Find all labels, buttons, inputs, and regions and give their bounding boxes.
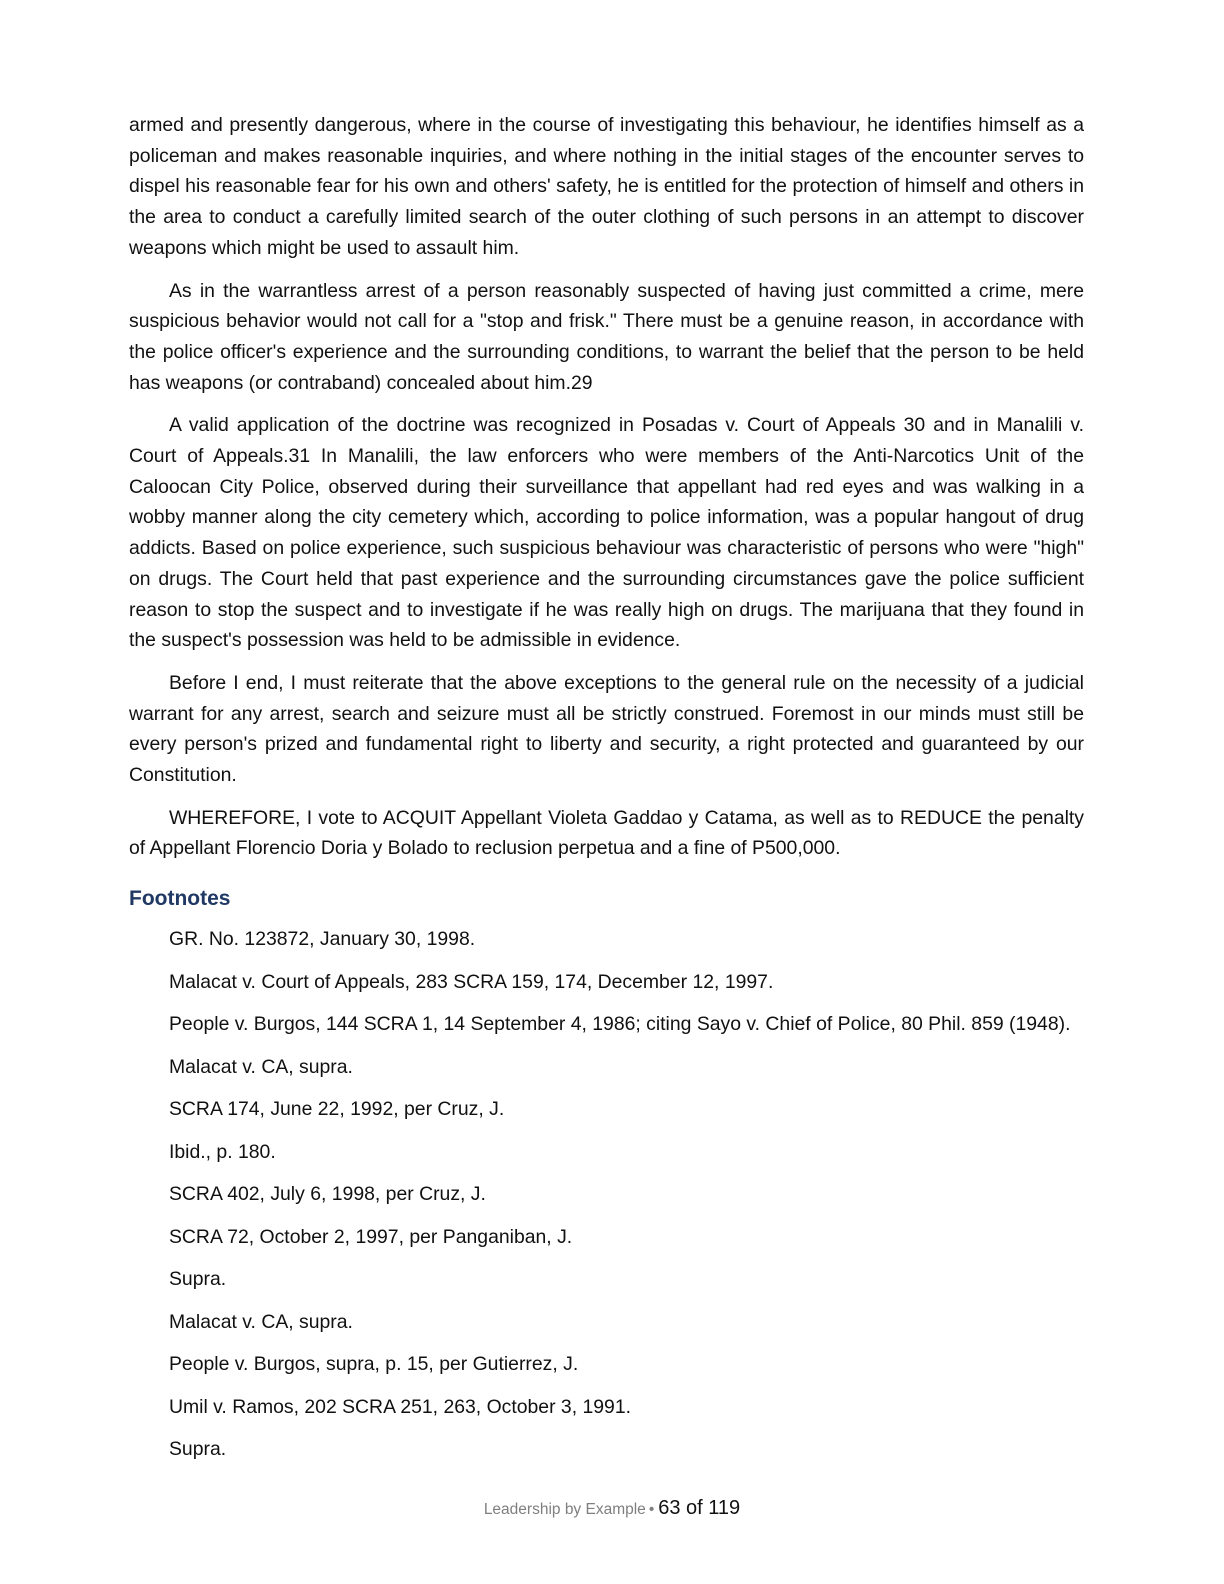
page-footer	[0, 1497, 1224, 1520]
footnote-item: SCRA 174, June 22, 1992, per Cruz, J.	[169, 1098, 505, 1121]
page-number: 63 of 119	[658, 1497, 741, 1519]
body-paragraph-3: A valid application of the doctrine was recognized in Posadas v. Court of Appeals 30 and in Manalili v. Court of Appeals.31 In Manalili, the law enforcers who were members of the Anti-Narcotics Unit of the Caloocan City Police, observed during their surveillance that appellant had red eyes and was walking in a wobby manner along the city cemetery which, according to police information, was a popular hangout of drug addicts. Based on police experience, such suspicious behaviour was characteristic of persons who were "high" on drugs. The Court held that past experience and the surrounding circumstances gave the police sufficient reason to stop the suspect and to investigate if he was really high on drugs. The marijuana that they found in the suspect's possession was held to be admissible in evidence.	[129, 414, 1084, 652]
footnotes-heading: Footnotes	[129, 887, 231, 911]
footer-bullet: •	[648, 1501, 655, 1518]
footnote-item: SCRA 402, July 6, 1998, per Cruz, J.	[169, 1183, 486, 1206]
footnote-item: Malacat v. Court of Appeals, 283 SCRA 159, 174, December 12, 1997.	[169, 970, 774, 993]
body-paragraph-4: Before I end, I must reiterate that the above exceptions to the general rule on the necessity of a judicial warrant for any arrest, search and seizure must all be strictly construed. Foremost in our minds must still be every person's prized and fundamental right to liberty and security, a right protected and guaranteed by our Constitution.	[129, 671, 1084, 787]
footnote-item: SCRA 72, October 2, 1997, per Panganiban, J.	[169, 1225, 573, 1248]
footnote-item: GR. No. 123872, January 30, 1998.	[169, 928, 476, 951]
body-paragraph-1: armed and presently dangerous, where in the course of investigating this behaviour, he identifies himself as a policeman and makes reasonable inquiries, and where nothing in the initial stages of the encounter serves to dispel his reasonable fear for his own and others' safety, he is entitled for the protection of himself and others in the area to conduct a carefully limited search of the outer clothing of such persons in an attempt to discover weapons which might be used to assault him.	[129, 114, 1084, 259]
footer-title: Leadership by Example	[483, 1501, 646, 1518]
body-paragraph-5: WHEREFORE, I vote to ACQUIT Appellant Violeta Gaddao y Catama, as well as to REDUCE the penalty of Appellant Florencio Doria y Bolado to reclusion perpetua and a fine of P500,000.	[129, 806, 1084, 860]
footnote-item: Supra.	[169, 1268, 227, 1291]
footnote-item: People v. Burgos, 144 SCRA 1, 14 September 4, 1986; citing Sayo v. Chief of Police, 80 Phil. 859 (1948).	[169, 1013, 1071, 1036]
document-page	[129, 110, 1084, 1477]
footnotes-list	[129, 924, 1084, 1477]
footnote-item: Malacat v. CA, supra.	[169, 1055, 353, 1078]
footnote-item: Ibid., p. 180.	[169, 1140, 276, 1163]
footnote-item: Malacat v. CA, supra.	[169, 1310, 353, 1333]
body-paragraph-2: As in the warrantless arrest of a person reasonably suspected of having just committed a crime, mere suspicious behavior would not call for a "stop and frisk." There must be a genuine reason, in accordance with the police officer's experience and the surrounding conditions, to warrant the belief that the person to be held has weapons (or contraband) concealed about him.29	[129, 279, 1084, 394]
footnote-item: People v. Burgos, supra, p. 15, per Gutierrez, J.	[169, 1353, 579, 1376]
footnote-item: Umil v. Ramos, 202 SCRA 251, 263, October 3, 1991.	[169, 1395, 632, 1418]
footnote-item: Supra.	[169, 1438, 227, 1461]
